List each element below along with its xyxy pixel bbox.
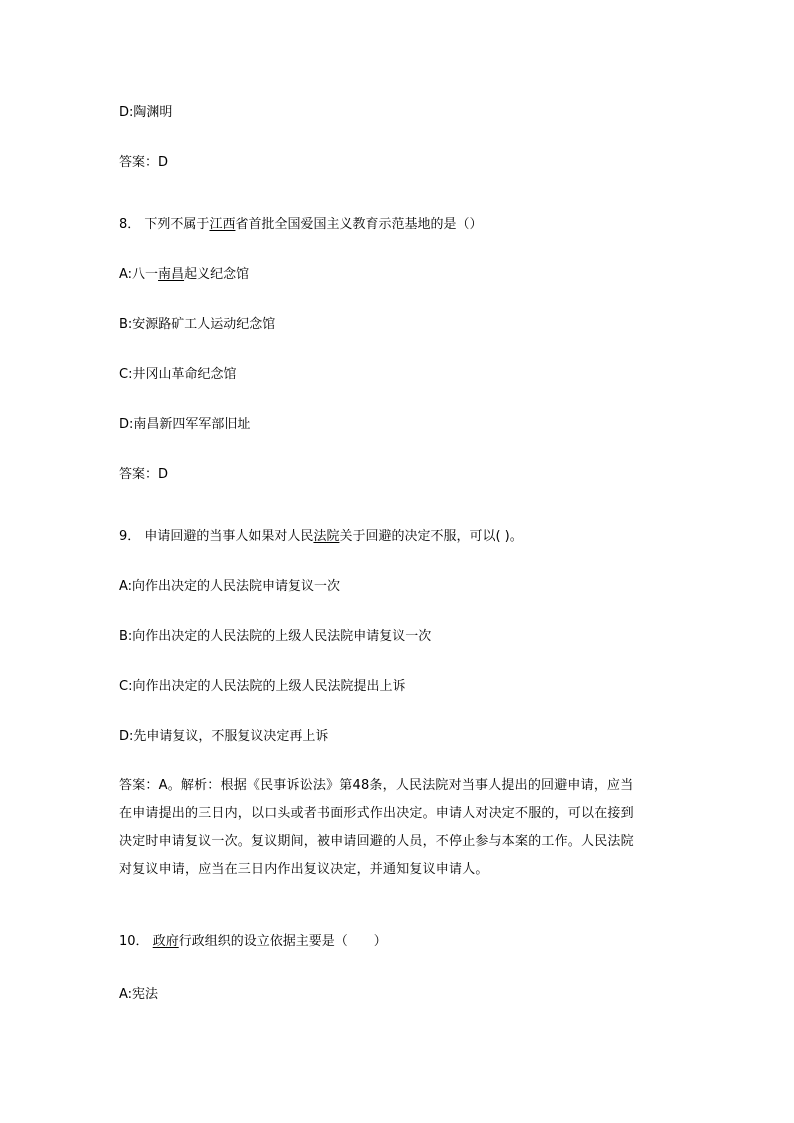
q9-answer-explanation — [119, 772, 679, 884]
q10-stem-link[interactable]: 政府 — [152, 934, 179, 949]
q10-option-a: A:宪法 — [119, 987, 159, 1002]
q8-option-b: B:安源路矿工人运动纪念馆 — [119, 317, 276, 332]
q9-option-a: A:向作出决定的人民法院申请复议一次 — [119, 579, 341, 594]
q8-option-a — [119, 267, 249, 283]
q9-stem — [119, 529, 523, 545]
q9-number: 9． — [119, 529, 141, 544]
q8-stem — [119, 217, 482, 233]
q8-stem-before: 下列不属于 — [144, 217, 210, 232]
q9-option-b: B:向作出决定的人民法院的上级人民法院申请复议一次 — [119, 629, 432, 644]
q10-number: 10． — [119, 934, 149, 949]
q9-answer-line: 对复议申请，应当在三日内作出复议决定，并通知复议申请人。 — [119, 862, 489, 877]
q8-stem-after: 省首批全国爱国主义教育示范基地的是（） — [235, 217, 483, 232]
q8-stem-link[interactable]: 江西 — [209, 217, 236, 232]
q9-stem-link[interactable]: 法院 — [313, 529, 340, 544]
q10-stem-after: 行政组织的设立依据主要是（ ） — [178, 934, 387, 949]
q8-option-c: C:井冈山革命纪念馆 — [119, 367, 237, 382]
q9-stem-before: 申请回避的当事人如果对人民 — [144, 529, 314, 544]
q8-option-a-suffix: 起义纪念馆 — [184, 267, 250, 282]
q9-answer-line: 答案：A。解析：根据《民事诉讼法》第48条，人民法院对当事人提出的回避申请，应当 — [119, 778, 634, 793]
q8-option-a-prefix: A:八一 — [119, 267, 159, 282]
q9-answer-line: 在申请提出的三日内，以口头或者书面形式作出决定。申请人对决定不服的，可以在接到 — [119, 806, 634, 821]
q7-option-d: D:陶渊明 — [119, 105, 173, 120]
q8-answer: 答案：D — [119, 467, 169, 482]
q10-stem — [119, 934, 387, 950]
q8-option-d: D:南昌新四军军部旧址 — [119, 417, 251, 432]
q9-answer-line: 决定时申请复议一次。复议期间，被申请回避的人员，不停止参与本案的工作。人民法院 — [119, 834, 634, 849]
q8-number: 8． — [119, 217, 141, 232]
q8-option-a-link[interactable]: 南昌 — [158, 267, 185, 282]
q9-stem-after: 关于回避的决定不服，可以( )。 — [339, 529, 523, 544]
q9-option-d: D:先申请复议，不服复议决定再上诉 — [119, 729, 329, 744]
q9-option-c: C:向作出决定的人民法院的上级人民法院提出上诉 — [119, 679, 406, 694]
q7-answer: 答案：D — [119, 155, 169, 170]
